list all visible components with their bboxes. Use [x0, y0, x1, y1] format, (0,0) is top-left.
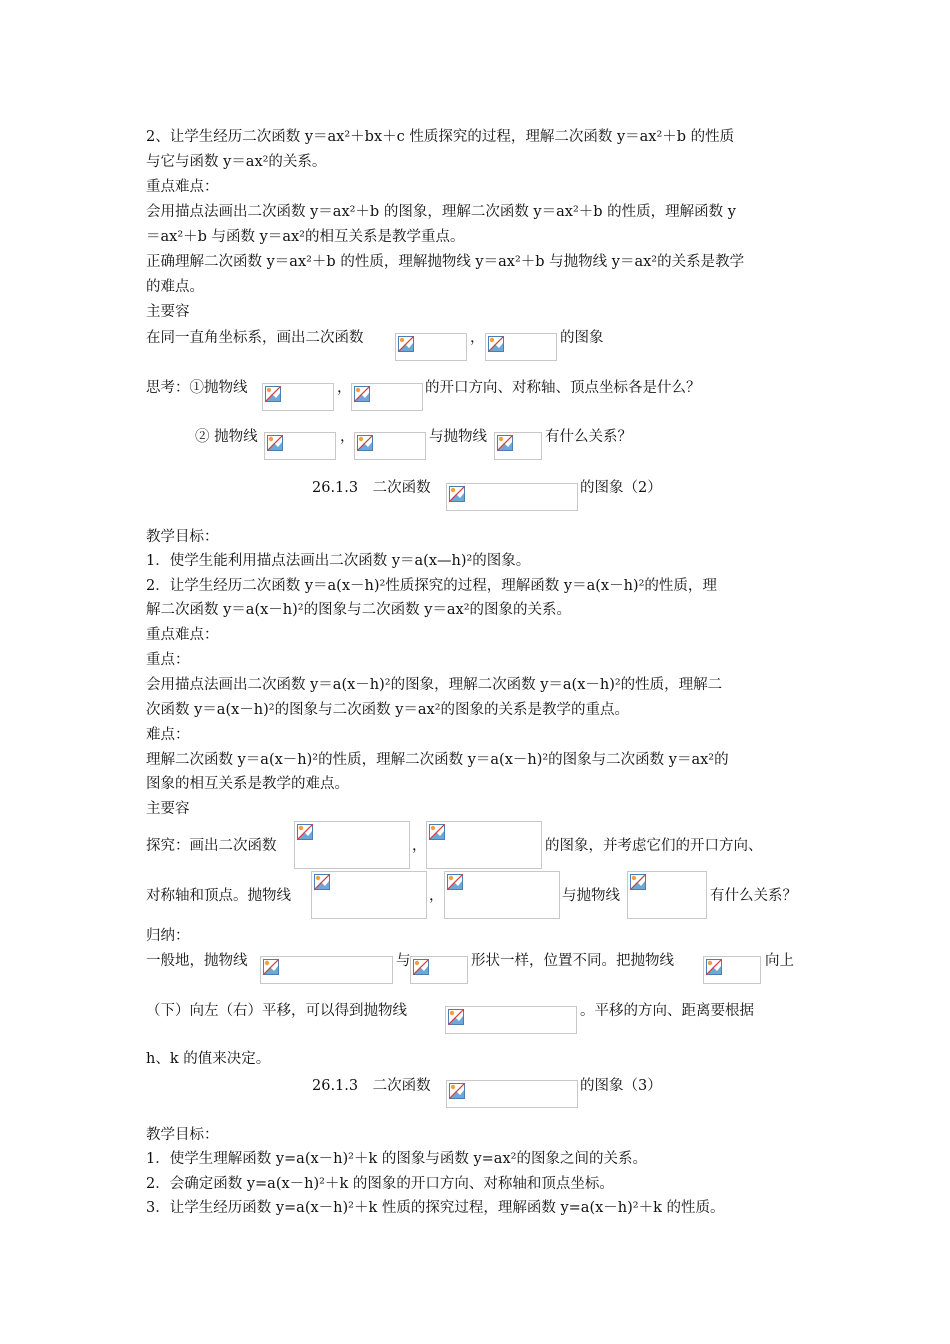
- formula-image: [627, 871, 707, 919]
- objective-2-cont: 解二次函数 y＝a(x－h)²的图象与二次函数 y＝ax²的图象的关系。: [146, 602, 572, 618]
- summary-mid: 形状一样，位置不同。把抛物线: [471, 953, 674, 969]
- section-title-2: 26.1.3 二次函数: [312, 480, 431, 496]
- section-title-3-tail: 的图象（3）: [580, 1078, 662, 1094]
- summary-2-tail: 。平移的方向、距离要根据: [580, 1003, 754, 1019]
- formula-image: [494, 432, 542, 460]
- formula-image: [703, 956, 761, 984]
- broken-image-icon: [265, 386, 281, 402]
- objective-2: 2．会确定函数 y=a(x－h)²＋k 的图象的开口方向、对称轴和顶点坐标。: [146, 1176, 614, 1192]
- objective-1: 1．使学生能利用描点法画出二次函数 y＝a(x—h)²的图象。: [146, 553, 531, 569]
- difficulty-1: 正确理解二次函数 y＝ax²＋b 的性质，理解抛物线 y＝ax²＋b 与抛物线 y＝ax²的关系是教学: [146, 254, 745, 270]
- key-point-1: 会用描点法画出二次函数 y＝ax²＋b 的图象，理解二次函数 y＝ax²＋b 的性质，理解函数 y: [146, 204, 736, 220]
- broken-image-icon: [488, 336, 504, 352]
- formula-image: [426, 821, 542, 869]
- think-2-mid: 与抛物线: [429, 429, 487, 445]
- difficulty: 理解二次函数 y＝a(x－h)²的性质，理解二次函数 y＝a(x－h)²的图象与二次函数 y＝ax²的: [146, 752, 729, 768]
- broken-image-icon: [267, 435, 283, 451]
- broken-image-icon: [263, 959, 279, 975]
- summary-and: 与: [396, 953, 411, 969]
- draw-instruction-tail: 的图象: [560, 330, 604, 346]
- key-point-cont: 次函数 y＝a(x－h)²的图象与二次函数 y＝ax²的图象的关系是教学的重点。: [146, 702, 630, 718]
- formula-image: [410, 956, 468, 984]
- broken-image-icon: [357, 435, 373, 451]
- broken-image-icon: [314, 874, 330, 890]
- formula-image: [262, 383, 334, 411]
- explore-tail: 的图象，并考虑它们的开口方向、: [545, 838, 763, 854]
- think-1-tail: 的开口方向、对称轴、顶点坐标各是什么？: [425, 380, 701, 396]
- broken-image-icon: [398, 336, 414, 352]
- explore-2-tail: 有什么关系？: [710, 888, 797, 904]
- broken-image-icon: [449, 486, 465, 502]
- objective-2-cont: 与它与函数 y＝ax²的关系。: [146, 154, 327, 170]
- think-2-text: ② 抛物线: [195, 429, 258, 445]
- summary-tail: 向上: [765, 953, 794, 969]
- formula-image: [260, 956, 393, 984]
- heading-key: 重点：: [146, 652, 190, 668]
- heading-objectives: 教学目标：: [146, 1127, 219, 1143]
- formula-image: [446, 1080, 578, 1108]
- key-point: 会用描点法画出二次函数 y＝a(x－h)²的图象，理解二次函数 y＝a(x－h)²的性质，理解二: [146, 677, 723, 693]
- key-point-1-cont: ＝ax²＋b 与函数 y＝ax²的相互关系是教学重点。: [146, 229, 465, 245]
- formula-image: [264, 432, 336, 460]
- heading-main-content: 主要容: [146, 801, 190, 817]
- summary-2-text: （下）向左（右）平移，可以得到抛物线: [146, 1003, 407, 1019]
- broken-image-icon: [497, 435, 513, 451]
- heading-summary: 归纳：: [146, 928, 190, 944]
- broken-image-icon: [429, 824, 445, 840]
- broken-image-icon: [447, 874, 463, 890]
- heading-key-points: 重点难点：: [146, 179, 219, 195]
- comma: ，: [340, 429, 355, 445]
- section-title-3: 26.1.3 二次函数: [312, 1078, 431, 1094]
- broken-image-icon: [448, 1009, 464, 1025]
- objective-2: 2．让学生经历二次函数 y＝a(x－h)²性质探究的过程，理解函数 y＝a(x－h)²的性质，理: [146, 578, 717, 594]
- broken-image-icon: [413, 959, 429, 975]
- formula-image: [311, 871, 427, 919]
- comma: ，: [429, 888, 444, 904]
- difficulty-1-cont: 的难点。: [146, 279, 204, 295]
- draw-instruction-text: 在同一直角坐标系，画出二次函数: [146, 330, 364, 346]
- think-1-text: 思考：①抛物线: [146, 380, 248, 396]
- formula-image: [354, 432, 426, 460]
- broken-image-icon: [449, 1083, 465, 1099]
- explore-2-mid: 与抛物线: [562, 888, 620, 904]
- formula-image: [351, 383, 423, 411]
- heading-key-points: 重点难点：: [146, 627, 219, 643]
- objective-1: 1．使学生理解函数 y=a(x－h)²＋k 的图象与函数 y=ax²的图象之间的关系。: [146, 1151, 647, 1167]
- broken-image-icon: [706, 959, 722, 975]
- comma: ，: [470, 330, 485, 346]
- objective-2: 2、让学生经历二次函数 y＝ax²＋bx＋c 性质探究的过程，理解二次函数 y＝ax²＋b 的性质: [146, 129, 735, 145]
- think-2-tail: 有什么关系？: [545, 429, 632, 445]
- comma: ，: [412, 838, 427, 854]
- heading-objectives: 教学目标：: [146, 529, 219, 545]
- difficulty-cont: 图象的相互关系是教学的难点。: [146, 776, 349, 792]
- formula-image: [446, 483, 578, 511]
- broken-image-icon: [354, 386, 370, 402]
- section-title-2-tail: 的图象（2）: [580, 480, 662, 496]
- summary-3: h、k 的值来决定。: [146, 1051, 271, 1067]
- formula-image: [445, 1006, 577, 1034]
- formula-image: [444, 871, 560, 919]
- explore-2-text: 对称轴和顶点。抛物线: [146, 888, 291, 904]
- broken-image-icon: [297, 824, 313, 840]
- formula-image: [294, 821, 410, 869]
- formula-image: [485, 333, 557, 361]
- formula-image: [395, 333, 467, 361]
- explore-text: 探究：画出二次函数: [146, 838, 277, 854]
- heading-main-content: 主要容: [146, 304, 190, 320]
- objective-3: 3．让学生经历函数 y=a(x－h)²＋k 性质的探究过程，理解函数 y=a(x－h)²＋k 的性质。: [146, 1200, 725, 1216]
- heading-difficulty: 难点：: [146, 727, 190, 743]
- summary-text: 一般地，抛物线: [146, 953, 248, 969]
- comma: ，: [337, 380, 352, 396]
- broken-image-icon: [630, 874, 646, 890]
